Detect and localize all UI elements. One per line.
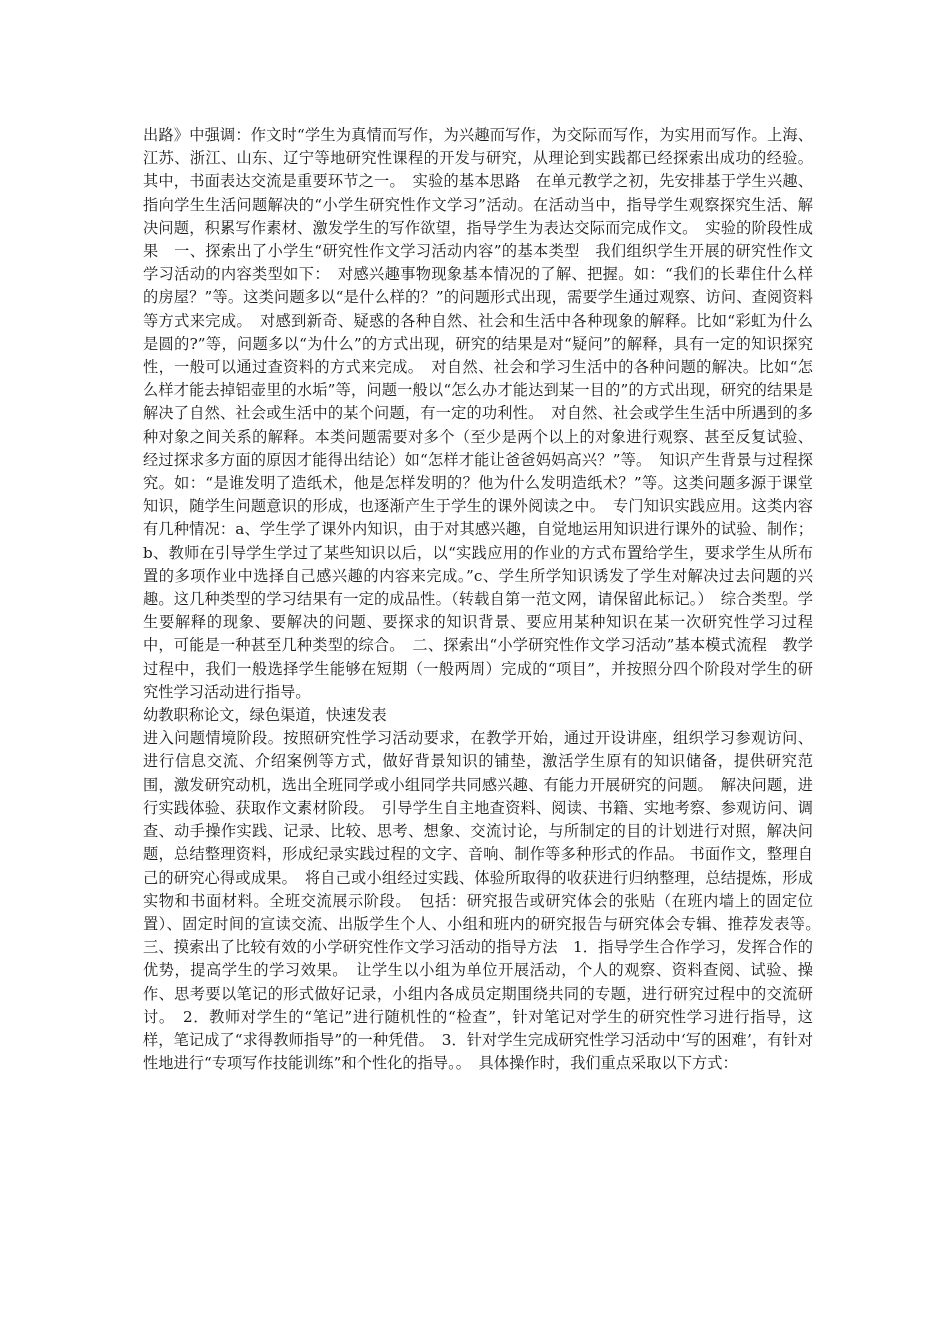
body-paragraph-2: 进入问题情境阶段。按照研究性学习活动要求，在教学开始，通过开设讲座，组织学习参观访问、进行信息交流、介绍案例等方式，做好背景知识的铺垫，激活学生原有的知识储备，提供研究范围，激发研究动机，选出全班同学或小组同学共同感兴趣、有能力开展研究的问题。 解决问题，进行实践体验、获取作文素材阶段。 引导学生自主地查资料、阅读、书籍、实地考察、参观访问、调查、动手操作实践、记录、比较、思考、想象、交流讨论，与所制定的目的计划进行对照，解决问题，总结整理资料，形成纪录实践过程的文字、音响、制作等多种形式的作品。 书面作文，整理自己的研究心得或成果。 将自己或小组经过实践、体验所取得的收获进行归纳整理，总结提炼，形成实物和书面材料。全班交流展示阶段。 包括：研究报告或研究体会的张贴（在班内墙上的固定位置）、固定时间的宣读交流、出版学生个人、小组和班内的研究报告与研究体会专辑、推荐发表等。 三、摸索出了比较有效的小学研究性作文学习活动的指导方法 1．指导学生合作学习，发挥合作的优势，提高学生的学习效果。 让学生以小组为单位开展活动，个人的观察、资料查阅、试验、操作、思考要以笔记的形式做好记录，小组内各成员定期围绕共同的专题，进行研究过程中的交流研讨。 2．教师对学生的“笔记”进行随机性的“检查”，针对笔记对学生的研究性学习进行指导，这样，笔记成了“求得教师指导”的一种凭借。 3．针对学生完成研究性学习活动中‘写的困难’，有针对性地进行“专项写作技能训练”和个性化的指导。。 具体操作时，我们重点采取以下方式：	[143, 729, 829, 1073]
document-body	[143, 124, 829, 1075]
body-paragraph-1: 出路》中强调：作文时“学生为真情而写作，为兴趣而写作，为交际而写作，为实用而写作。上海、江苏、浙江、山东、辽宁等地研究性课程的开发与研究，从理论到实践都已经探索出成功的经验。其中，书面表达交流是重要环节之一。 实验的基本思路 在单元教学之初，先安排基于学生兴趣、指向学生生活问题解决的“小学生研究性作文学习”活动。在活动当中，指导学生观察探究生活、解决问题，积累写作素材、激发学生的写作欲望，指导学生为表达交际而完成作文。 实验的阶段性成果 一、探索出了小学生“研究性作文学习活动内容”的基本类型 我们组织学生开展的研究性作文学习活动的内容类型如下： 对感兴趣事物现象基本情况的了解、把握。如：“我们的长辈住什么样的房屋？”等。这类问题多以“是什么样的？”的问题形式出现，需要学生通过观察、访问、查阅资料等方式来完成。 对感到新奇、疑惑的各种自然、社会和生活中各种现象的解释。比如“彩虹为什么是圆的?”等，问题多以“为什么”的方式出现，研究的结果是对“疑问”的解释，具有一定的知识探究性，一般可以通过查资料的方式来完成。 对自然、社会和学习生活中的各种问题的解决。比如“怎么样才能去掉铝壶里的水垢”等，问题一般以“怎么办才能达到某一目的”的方式出现，研究的结果是解决了自然、社会或生活中的某个问题，有一定的功利性。 对自然、社会或学生生活中所遇到的多种对象之间关系的解释。本类问题需要对多个（至少是两个以上的对象进行观察、甚至反复试验、经过探求多方面的原因才能得出结论）如“怎样才能让爸爸妈妈高兴？”等。 知识产生背景与过程探究。如：“是谁发明了造纸术，他是怎样发明的？他为什么发明造纸术？”等。这类问题多源于课堂知识，随学生问题意识的形成，也逐渐产生于学生的课外阅读之中。 专门知识实践应用。这类内容有几种情况：a、学生学了课外内知识，由于对其感兴趣，自觉地运用知识进行课外的试验、制作；b、教师在引导学生学过了某些知识以后，以“实践应用的作业的方式布置给学生，要求学生从所布置的多项作业中选择自己感兴趣的内容来完成。”c、学生所学知识诱发了学生对解决过去问题的兴趣。这几种类型的学习结果有一定的成品性。（转载自第一范文网，请保留此标记。） 综合类型。学生要解释的现象、要解决的问题、要探求的知识背景、要应用某种知识在某一次研究性学习过程中，可能是一种甚至几种类型的综合。 二、探索出“小学研究性作文学习活动”基本模式流程 教学过程中，我们一般选择学生能够在短期（一般两周）完成的“项目”，并按照分四个阶段对学生的研究性学习活动进行指导。	[143, 126, 813, 701]
body-paragraph-ad: 幼教职称论文，绿色渠道，快速发表	[143, 706, 387, 725]
